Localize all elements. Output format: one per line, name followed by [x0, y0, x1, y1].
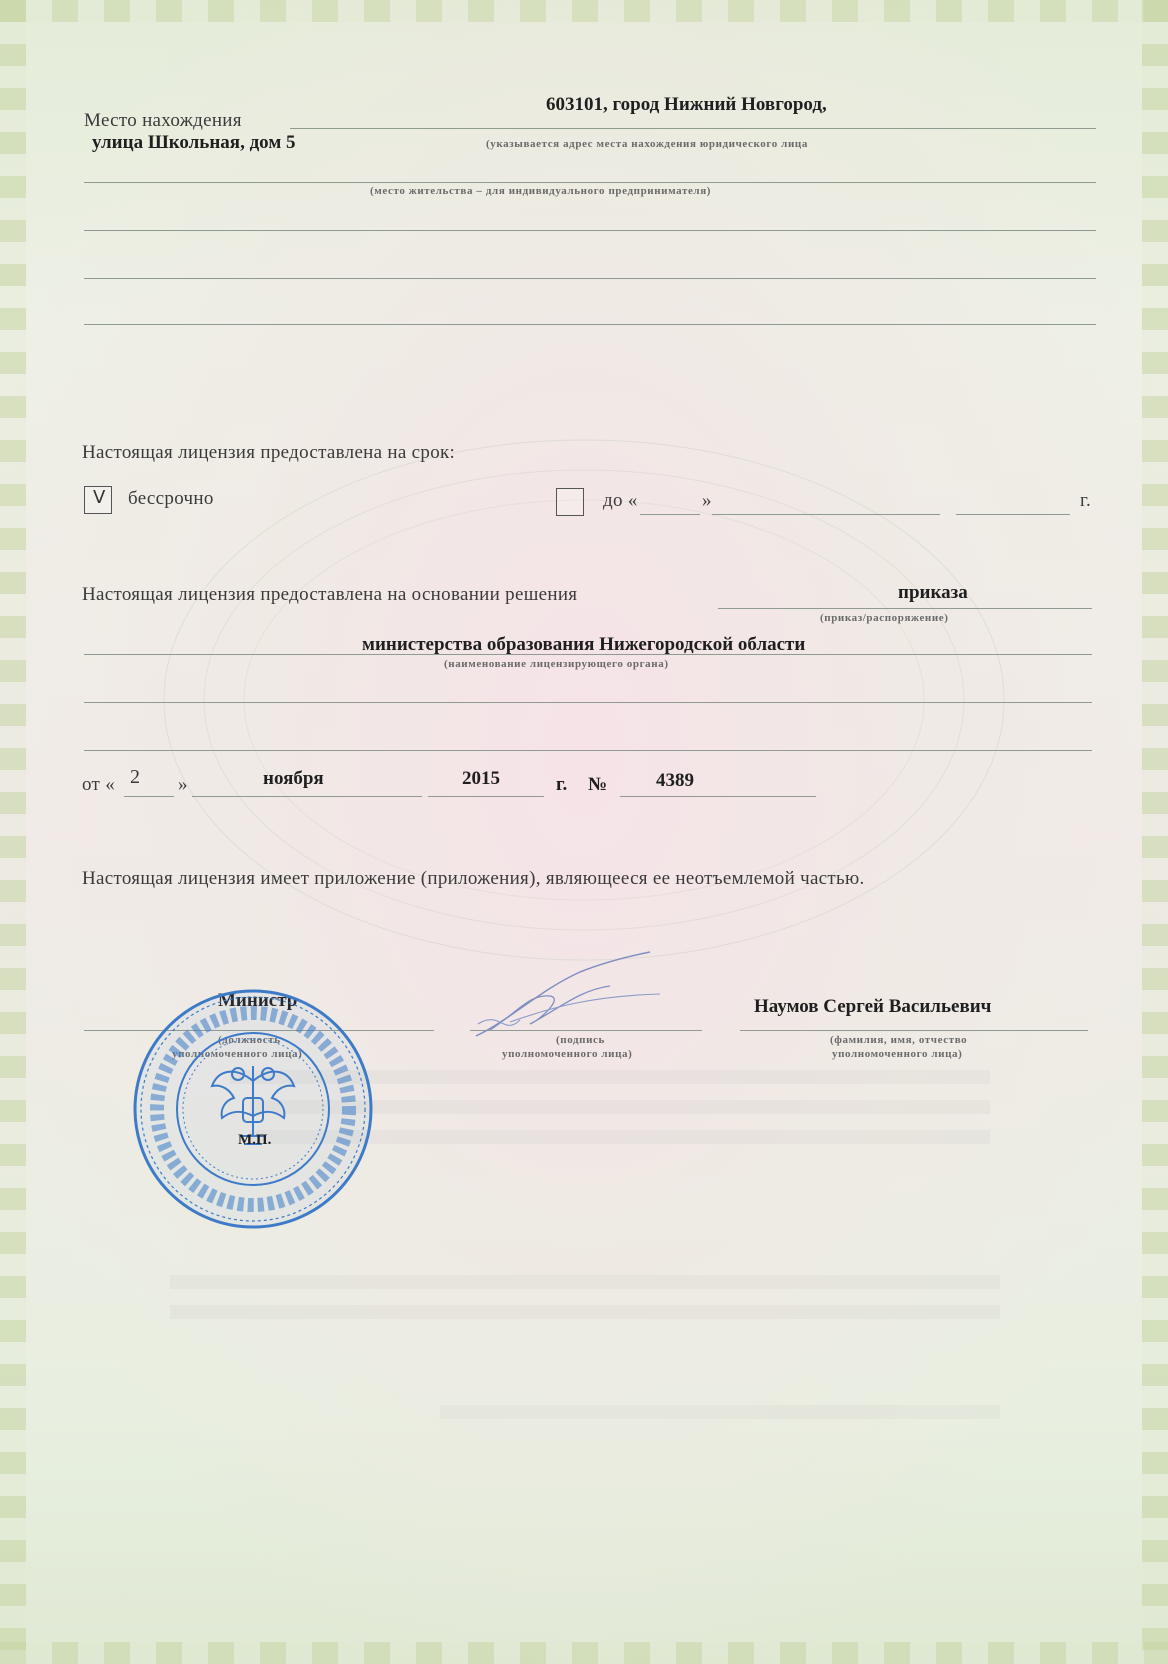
- until-close: »: [702, 490, 712, 511]
- date-day: 2: [130, 766, 141, 788]
- official-seal: [130, 986, 376, 1232]
- address-caption-individual: (место жительства – для индивидуального предпринимателя): [370, 185, 712, 197]
- name-caption-1: (фамилия, имя, отчество: [830, 1034, 968, 1046]
- decision-type-rule: [718, 608, 1092, 609]
- address-caption-legal: (указывается адрес места нахождения юридического лица: [486, 138, 808, 150]
- date-day-close: »: [178, 774, 188, 795]
- address-rule-1: [290, 128, 1096, 129]
- number-rule: [620, 796, 816, 797]
- date-prefix: от «: [82, 774, 116, 795]
- until-year-suffix: г.: [1080, 490, 1091, 511]
- number-sign: №: [588, 774, 608, 795]
- address-line-2: улица Школьная, дом 5: [92, 132, 296, 153]
- seal-place-mark: М.П.: [238, 1132, 272, 1148]
- name-caption-2: уполномоченного лица): [832, 1048, 963, 1060]
- handwritten-signature: [470, 950, 670, 1040]
- licensing-authority: министерства образования Нижегородской области: [362, 634, 806, 655]
- date-year: 2015: [462, 768, 500, 789]
- address-rule-4: [84, 278, 1096, 279]
- until-year-rule: [956, 514, 1070, 515]
- check-mark: V: [93, 487, 106, 508]
- term-heading: Настоящая лицензия предоставлена на срок:: [82, 442, 456, 463]
- sign-caption-2: уполномоченного лица): [502, 1048, 633, 1060]
- address-rule-2: [84, 182, 1096, 183]
- until-day-rule: [640, 514, 700, 515]
- authority-rule-3: [84, 750, 1092, 751]
- date-day-rule: [124, 796, 174, 797]
- address-label: Место нахождения: [84, 110, 242, 131]
- date-month-rule: [192, 796, 422, 797]
- address-rule-5: [84, 324, 1096, 325]
- until-label: до «: [603, 490, 638, 511]
- sign-caption-1: (подпись: [556, 1034, 605, 1046]
- signer-name: Наумов Сергей Васильевич: [754, 996, 992, 1017]
- indefinite-label: бессрочно: [128, 488, 214, 509]
- authority-caption: (наименование лицензирующего органа): [444, 658, 669, 670]
- authority-rule-2: [84, 702, 1092, 703]
- indefinite-checkbox: [84, 486, 112, 514]
- until-month-rule: [712, 514, 940, 515]
- date-year-suffix: г.: [556, 774, 568, 795]
- name-rule: [740, 1030, 1088, 1031]
- decision-type: приказа: [898, 582, 968, 603]
- address-rule-3: [84, 230, 1096, 231]
- date-year-rule: [428, 796, 544, 797]
- appendix-note: Настоящая лицензия имеет приложение (приложения), являющееся ее неотъемлемой частью.: [82, 868, 865, 889]
- date-month: ноября: [263, 768, 324, 789]
- order-number: 4389: [656, 770, 694, 791]
- basis-heading: Настоящая лицензия предоставлена на основании решения: [82, 584, 578, 605]
- until-checkbox: [556, 488, 584, 516]
- decision-type-caption: (приказ/распоряжение): [820, 612, 949, 624]
- address-line-1: 603101, город Нижний Новгород,: [546, 94, 827, 115]
